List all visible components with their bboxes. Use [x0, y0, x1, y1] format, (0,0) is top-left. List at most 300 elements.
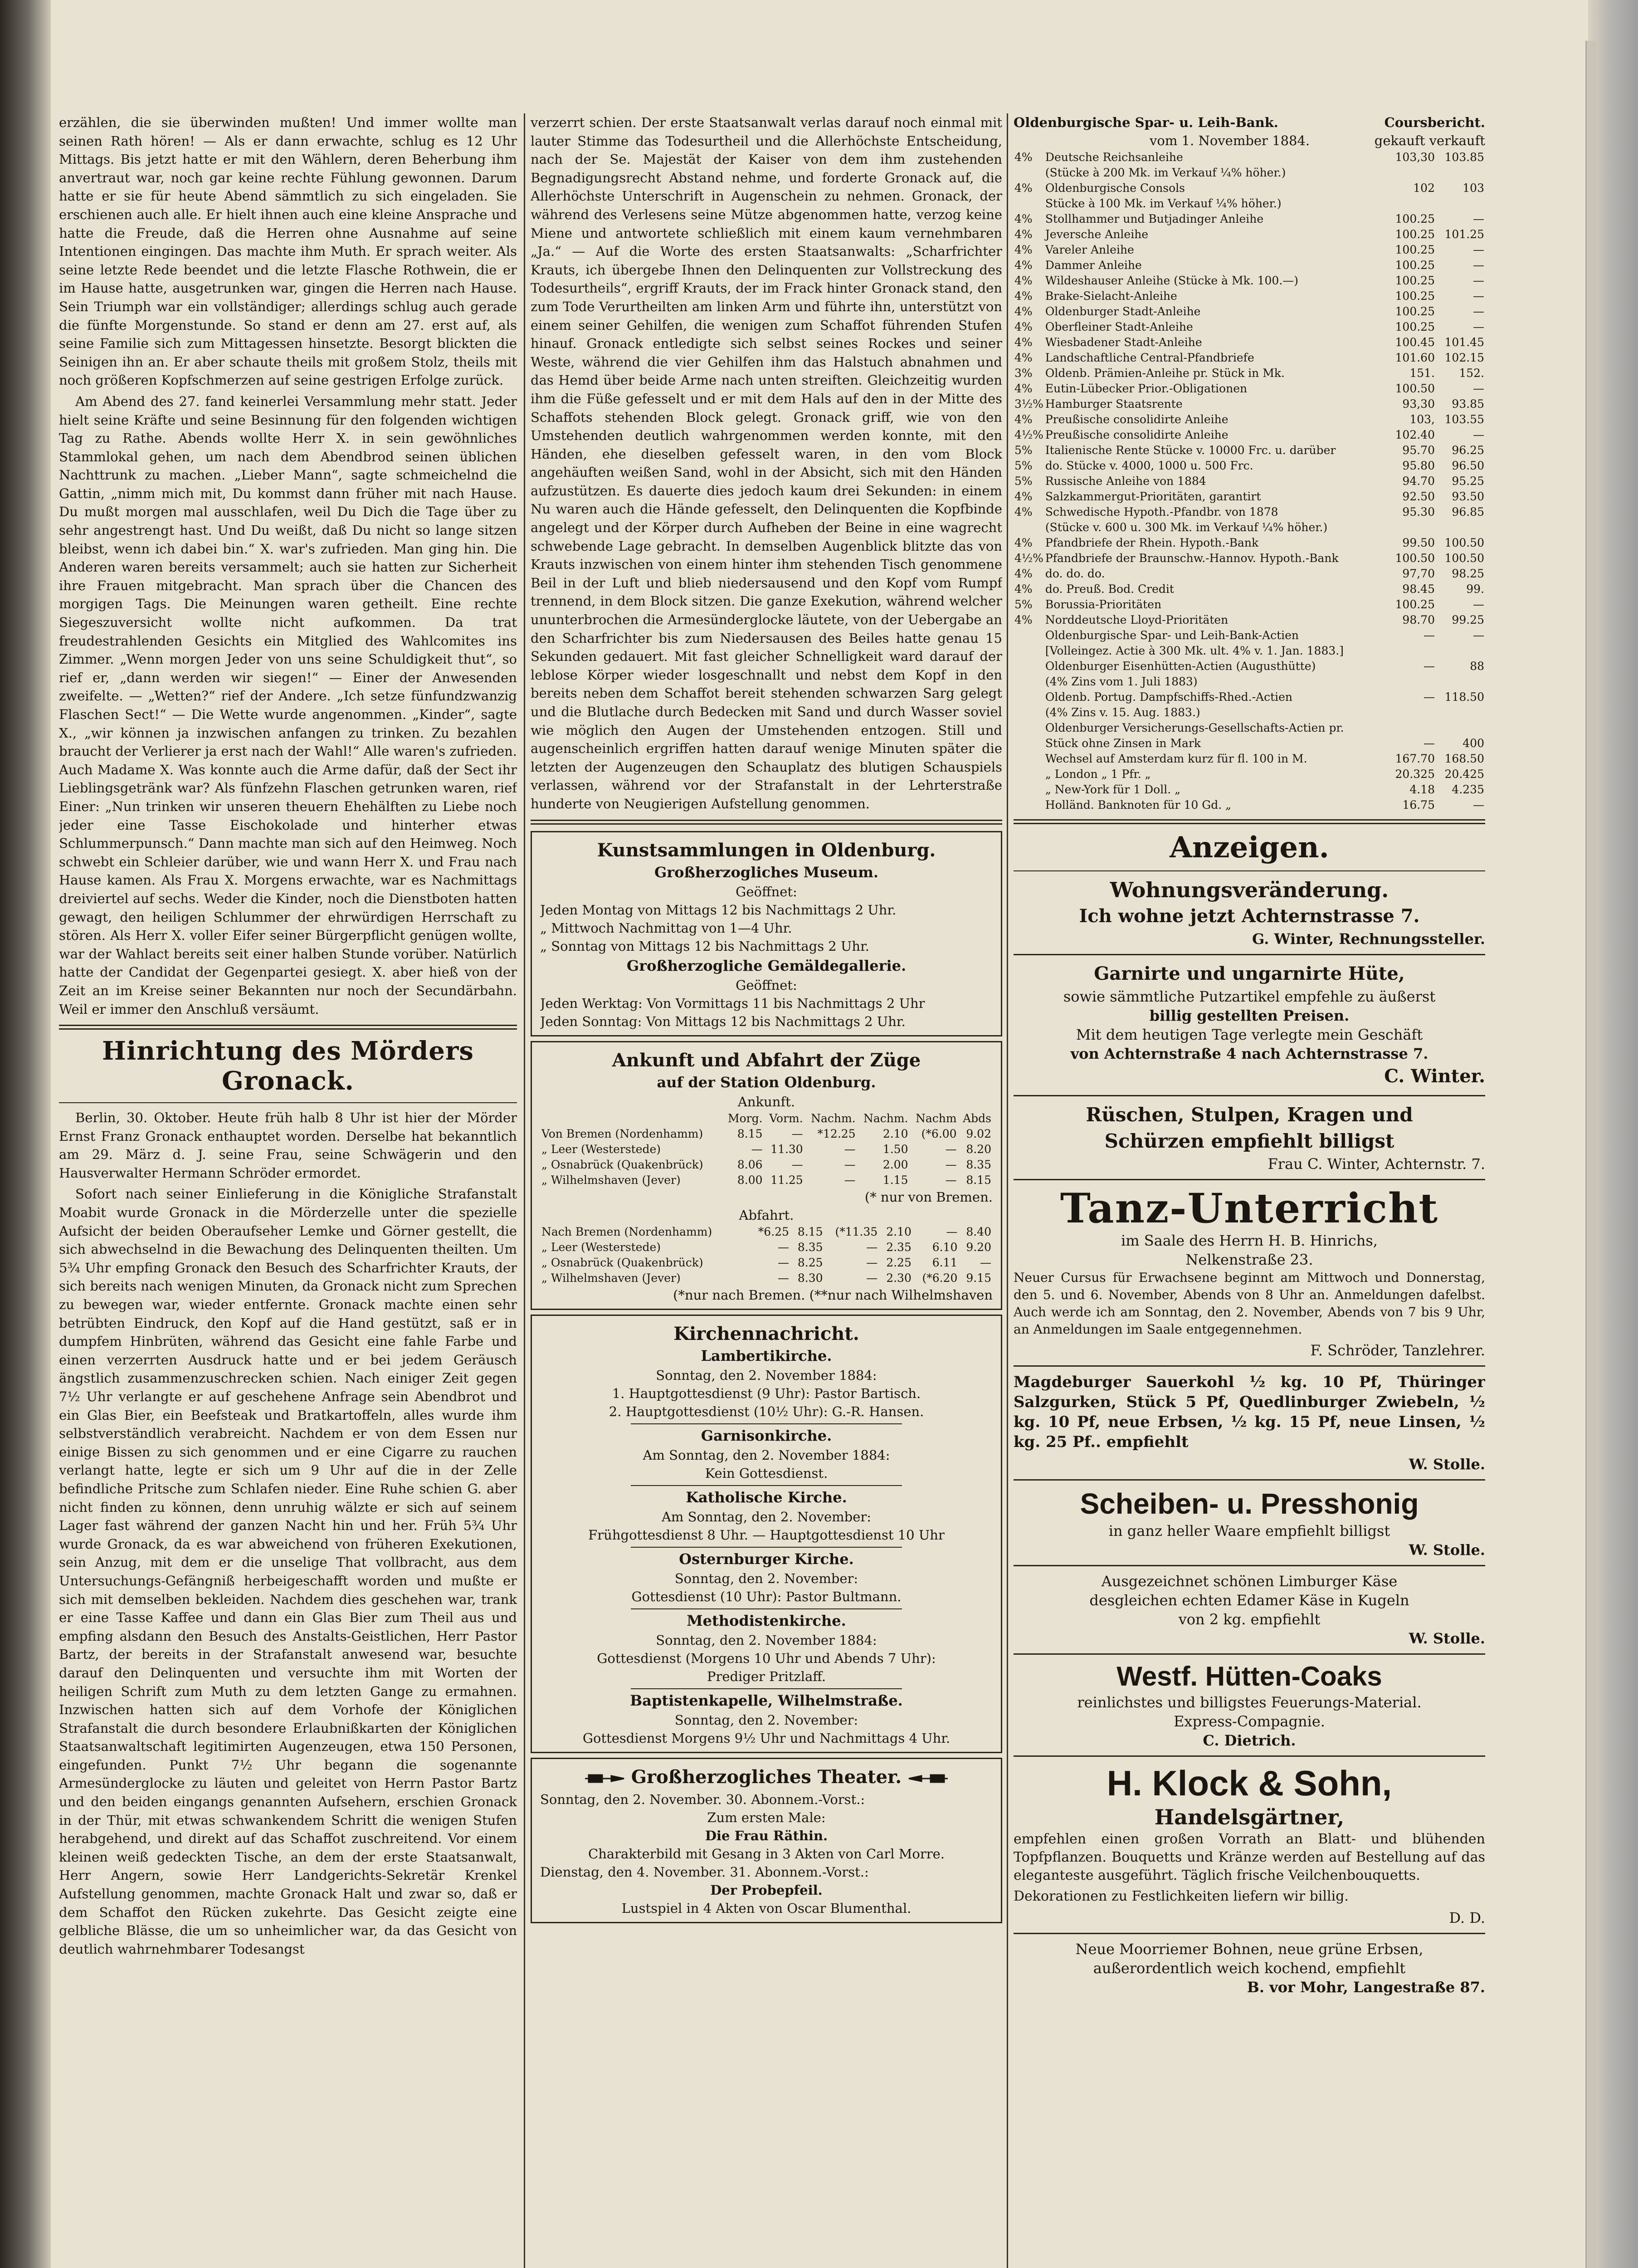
table-cell — [1386, 196, 1436, 211]
rueschen-line: Schürzen empfiehlt billigst — [1104, 1130, 1394, 1152]
table-row — [1014, 782, 1485, 797]
table-cell: (*6.00 — [921, 1127, 957, 1140]
table-cell: 6.10 — [932, 1240, 958, 1254]
zuege-box — [531, 1041, 1002, 1310]
table-cell: 8.15 — [737, 1127, 763, 1140]
table-cell: 4% — [1014, 274, 1033, 287]
table-cell: (*11.35 — [835, 1225, 878, 1238]
table-cell: do. do. do. — [1045, 567, 1105, 580]
bohnen-signature: B. vor Mohr, Langestraße 87. — [1247, 1979, 1485, 1996]
table-cell — [1436, 705, 1485, 720]
table-cell: 4% — [1014, 305, 1033, 318]
table-cell: Wechsel auf Amsterdam kurz für fl. 100 in M. — [1045, 752, 1307, 765]
article-paragraph: Berlin, 30. Oktober. Heute früh halb 8 Uhr ist hier der Mörder Ernst Franz Gronack enthauptet worden. Derselbe hat bekanntlich am 29. März d. J. seine Frau, seine Schwägerin und den Hausverwalter Hermann Schröder ermordet. — [59, 1110, 517, 1181]
tanz-title: Tanz-Unterricht — [1060, 1184, 1439, 1232]
church-name: Lambertikirche. — [701, 1347, 832, 1364]
table-row — [1014, 643, 1485, 659]
table-cell: — — [1473, 289, 1484, 303]
table-cell: 400 — [1462, 737, 1484, 750]
table-cell: 8.20 — [966, 1142, 991, 1156]
table-cell — [1386, 643, 1436, 659]
table-cell: Russische Anleihe von 1884 — [1045, 474, 1206, 488]
table-cell: 4% — [1014, 228, 1033, 241]
theater-play-title: Der Probepfeil. — [710, 1882, 823, 1898]
table-cell: — — [945, 1142, 957, 1156]
table-cell: Eutin-Lübecker Prior.-Obligationen — [1045, 382, 1248, 395]
coaks-signature: C. Dietrich. — [1203, 1732, 1296, 1749]
table-cell: *12.25 — [817, 1127, 856, 1140]
table-cell: *6.25 — [758, 1225, 789, 1238]
table-cell: 4% — [1014, 289, 1033, 303]
table-row — [1014, 566, 1485, 582]
church-service-line: Sonntag, den 2. November 1884: — [656, 1367, 877, 1383]
ad-rule — [1014, 1653, 1485, 1655]
ad-rule — [1014, 1933, 1485, 1934]
table-cell: 4½% — [1014, 428, 1043, 441]
table-row — [1014, 720, 1485, 736]
story-paragraph: Am Abend des 27. fand keinerlei Versammlung mehr statt. Jeder hielt seine Kräfte und seine Besinnung für den folgenden wichtigen Tag zu Rathe. Abends wollte Herr X. in sein gewöhnliches Stammlokal gehen, um nach dem Abendbrod seinen üblichen Nachttrunk zu machen. „Lieber Mann“, sagte schmeichelnd die Gattin, „nimm mich mit, Du kommst dann früher mit nach Hause. Du mußt morgen mal ausschlafen, weil Du Dich die Tage über zu sehr angestrengt hast. Und Du weißt, daß Du nicht so lange sitzen bleibst, wenn ich dabei bin.“ X. war's zufrieden. Man ging hin. Die Anderen waren bereits versammelt; auch sie hatten zur Sicherheit ihre Frauen mitgebracht. Man sprach über die Chancen des morgigen Tags. Die Meinungen waren getheilt. Eine rechte Siegeszuversicht wollte nicht aufkommen. Da trat freudestrahlenden Gesichts ein Mitglied des Wahlcomites ins Zimmer. „Wenn morgen Jeder von uns seine Schuldigkeit thut“, so rief er, „dann werden wir siegen!“ — Einer der Anwesenden zweifelte. — „Wetten?“ rief der Andere. „Ich setze fünfundzwanzig Flaschen Sect!“ — Die Wette wurde angenommen. „Kinder“, sagte X., „wir können ja inzwischen anfangen zu trinken. Zu bezahlen braucht der Verlierer ja erst nach der Wahl!“ Alle waren's zufrieden. Auch Madame X. Was konnte auch die Arme dafür, daß der Sect ihr Lieblingsgetränk war? Als fünfzehn Flaschen getrunken waren, rief Einer: „Nun trinken wir unseren theuern Ehehälften zu Liebe noch jeder eine Tasse Eischokolade und hinterher etwas Schlummerpunsch.“ Dann machte man sich auf den Heimweg. Noch schwebt ein Schleier darüber, wie und wann Herr X. und Frau nach Hause kamen. Als Frau X. Morgens erwachte, war es Nachmittags dreiviertel auf sechs. Weder die Kinder, noch die Dienstboten hatten gewagt, den heiligen Schlummer der ehrwürdigen Herrschaft zu stören. Als Herr X. voller Eifer seiner Bürgerpflicht genügen wollte, war der Wahlact bereits seit einer halben Stunde vorüber. Natürlich hatte der Candidat der Gegenpartei gesiegt. X. aber hieß von der Zeit an im Kreise seiner Bekannten nur noch der Secundärbahn. Weil er immer den Anschluß versäumt. — [59, 393, 517, 1017]
church-service-line: Am Sonntag, den 2. November 1884: — [643, 1447, 890, 1463]
table-cell: — — [945, 1173, 957, 1187]
table-cell: 118.50 — [1444, 690, 1484, 704]
table-cell: 93,30 — [1402, 397, 1435, 411]
church-service-line: Sonntag, den 2. November 1884: — [656, 1632, 877, 1648]
church-name: Katholische Kirche. — [686, 1488, 847, 1506]
table-row — [1014, 396, 1485, 412]
table-cell: — — [866, 1271, 878, 1285]
table-cell: 8.35 — [797, 1240, 823, 1254]
table-cell: [Volleingez. Actie à 300 Mk. ult. 4% v. 1. Jan. 1883.] — [1045, 644, 1344, 657]
table-cell: Schwedische Hypoth.-Pfandbr. von 1878 — [1045, 505, 1278, 518]
huete-line: Mit dem heutigen Tage verlegte mein Geschäft — [1076, 1026, 1423, 1043]
abfahrt-rows — [540, 1224, 993, 1286]
tanz-signature: F. Schröder, Tanzlehrer. — [1310, 1342, 1485, 1359]
table-cell: 11.30 — [770, 1142, 803, 1156]
table-cell — [1386, 720, 1436, 736]
ad-klock — [1014, 1762, 1485, 1927]
table-cell: 101.60 — [1395, 351, 1435, 364]
table-cell: Oldenb. Portug. Dampfschiffs-Rhed.-Actien — [1045, 690, 1293, 704]
table-row — [1014, 474, 1485, 489]
table-cell — [1436, 520, 1485, 535]
kurs-head-buy: gekauft — [1374, 133, 1425, 148]
table-cell: 100.25 — [1395, 305, 1435, 318]
table-cell: 100.25 — [1395, 598, 1435, 611]
title-rule — [59, 1102, 517, 1103]
table-cell: 8.25 — [797, 1256, 823, 1269]
table-cell: 9.15 — [966, 1271, 991, 1285]
table-row — [1014, 751, 1485, 767]
table-row — [540, 1240, 993, 1255]
table-cell: — — [980, 1256, 991, 1269]
table-cell: Pfandbriefe der Rhein. Hypoth.-Bank — [1045, 536, 1259, 549]
table-cell: — — [1473, 382, 1484, 395]
church-service-line: Gottesdienst Morgens 9½ Uhr und Nachmittags 4 Uhr. — [582, 1730, 951, 1746]
pointing-hand-icon — [908, 1772, 949, 1785]
church-name: Garnisonkirche. — [701, 1427, 832, 1444]
kaese-line: Ausgezeichnet schönen Limburger Käse — [1101, 1573, 1398, 1590]
kohl-signature: W. Stolle. — [1409, 1456, 1485, 1473]
table-cell: Wildeshauser Anleihe (Stücke à Mk. 100.—) — [1045, 274, 1299, 287]
table-row — [540, 1142, 993, 1157]
table-cell: — — [791, 1127, 803, 1140]
table-cell: 3½% — [1014, 397, 1043, 411]
church-divider — [631, 1485, 902, 1486]
table-cell: 4% — [1014, 181, 1033, 195]
table-cell: Salzkammergut-Prioritäten, garantirt — [1045, 490, 1261, 503]
table-row — [1014, 381, 1485, 396]
table-cell: 103,30 — [1395, 151, 1435, 164]
column-right — [1014, 113, 1485, 2268]
table-cell: 93.50 — [1452, 490, 1484, 503]
table-cell — [1014, 520, 1044, 535]
table-row — [1014, 288, 1485, 304]
table-cell — [1436, 643, 1485, 659]
table-row — [1014, 350, 1485, 366]
table-cell: 95.30 — [1402, 505, 1435, 518]
ad-bohnen — [1014, 1940, 1485, 1997]
kirchen-list — [540, 1347, 993, 1747]
table-cell: — — [777, 1256, 789, 1269]
table-cell: Oldenburgische Spar- und Leih-Bank-Actien — [1045, 629, 1299, 642]
ankunft-table — [540, 1111, 993, 1188]
kurs-col-heads — [1375, 132, 1485, 150]
table-cell: 16.75 — [1402, 798, 1435, 811]
church-service-line: Gottesdienst (Morgens 10 Uhr und Abends 7 Uhr): — [597, 1650, 936, 1666]
table-cell: 5% — [1014, 459, 1033, 472]
table-cell: 94.70 — [1402, 474, 1435, 488]
table-cell — [1386, 520, 1436, 535]
table-cell: 168.50 — [1444, 752, 1484, 765]
table-row — [1014, 458, 1485, 474]
theater-title-text: Großherzogliches Theater. — [631, 1766, 902, 1788]
table-cell: — — [844, 1158, 856, 1171]
galerie-title: Großherzogliche Gemäldegallerie. — [626, 957, 907, 974]
galerie-open-label: Geöffnet: — [736, 977, 797, 993]
church-divider — [631, 1423, 902, 1424]
table-cell: Borussia-Prioritäten — [1045, 598, 1162, 611]
table-row — [1014, 489, 1485, 504]
table-cell: 11.25 — [770, 1173, 803, 1187]
table-cell: Preußische consolidirte Anleihe — [1045, 413, 1228, 426]
table-cell: — — [1424, 690, 1435, 704]
ad-rule — [1014, 1479, 1485, 1481]
page-edge — [1585, 41, 1597, 2268]
church-service-line: Sonntag, den 2. November: — [674, 1712, 858, 1728]
table-cell: — — [946, 1225, 958, 1238]
table-cell: — — [1473, 320, 1484, 333]
abfahrt-table — [540, 1224, 993, 1286]
church-name: Osternburger Kirche. — [679, 1550, 854, 1568]
theater-play-title: Die Frau Räthin. — [705, 1828, 828, 1843]
table-cell: 102 — [1413, 181, 1435, 195]
table-cell: 100.50 — [1444, 536, 1484, 549]
table-cell: 100.50 — [1395, 382, 1435, 395]
table-cell: 100.50 — [1395, 552, 1435, 565]
table-cell: 100.25 — [1395, 259, 1435, 272]
theater-box — [531, 1758, 1002, 1923]
table-cell: Landschaftliche Central-Pfandbriefe — [1045, 351, 1254, 364]
table-cell: 8.40 — [966, 1225, 991, 1238]
theater-line: Sonntag, den 2. November. 30. Abonnem.-Vorst.: — [540, 1791, 865, 1807]
table-cell: (Stücke à 200 Mk. im Verkauf ¼% höher.) — [1045, 166, 1286, 179]
table-cell: 5% — [1014, 474, 1033, 488]
table-cell: — — [1473, 428, 1484, 441]
table-row — [1014, 427, 1485, 443]
honig-title: Scheiben- u. Presshonig — [1080, 1487, 1419, 1520]
table-cell: Stücke à 100 Mk. im Verkauf ¼% höher.) — [1045, 197, 1282, 210]
table-cell: 20.425 — [1444, 767, 1484, 781]
table-row — [1014, 535, 1485, 551]
table-row — [1014, 705, 1485, 720]
table-cell — [1014, 196, 1044, 211]
section-divider — [531, 820, 1002, 825]
table-cell: 102.15 — [1444, 351, 1484, 364]
theater-line: Lustspiel in 4 Akten von Oscar Blumenthal. — [621, 1900, 912, 1916]
pointing-hand-icon — [584, 1772, 625, 1785]
table-cell — [1014, 165, 1044, 181]
table-header — [540, 1111, 722, 1126]
tanz-line: Nelkenstraße 23. — [1185, 1251, 1313, 1268]
table-cell: (Stücke v. 600 u. 300 Mk. im Verkauf ¼% höher.) — [1045, 521, 1328, 534]
table-cell — [1014, 689, 1044, 705]
table-row — [1014, 551, 1485, 566]
table-cell: Stück ohne Zinsen in Mark — [1045, 737, 1201, 750]
table-cell: Vareler Anleihe — [1045, 243, 1134, 256]
ad-rule — [1014, 1365, 1485, 1367]
huete-line: billig gestellten Preisen. — [1149, 1007, 1350, 1024]
table-cell — [1014, 751, 1044, 767]
table-cell: — — [1473, 629, 1484, 642]
table-cell: 4% — [1014, 151, 1033, 164]
ad-rule — [1014, 1095, 1485, 1096]
abfahrt-note: (*nur nach Bremen. (**nur nach Wilhelmshaven — [673, 1287, 993, 1303]
table-cell: 100.25 — [1395, 320, 1435, 333]
table-cell: 4% — [1014, 320, 1033, 333]
table-cell: 88 — [1470, 660, 1484, 673]
table-cell: — — [1473, 274, 1484, 287]
coaks-title: Westf. Hütten-Coaks — [1116, 1661, 1382, 1691]
table-cell: do. Stücke v. 4000, 1000 u. 500 Frc. — [1045, 459, 1253, 472]
table-cell: 4% — [1014, 243, 1033, 256]
table-cell: Holländ. Banknoten für 10 Gd. „ — [1045, 798, 1232, 811]
ad-rule — [1014, 870, 1485, 871]
table-cell: Hamburger Staatsrente — [1045, 397, 1183, 411]
table-row — [1014, 612, 1485, 628]
table-cell: 5% — [1014, 444, 1033, 457]
bohnen-line: Neue Moorriemer Bohnen, neue grüne Erbsen, — [1075, 1941, 1424, 1958]
table-cell: Von Bremen (Nordenhamm) — [541, 1127, 703, 1140]
table-cell: Dammer Anleihe — [1045, 259, 1142, 272]
table-cell: „ Osnabrück (Quakenbrück) — [541, 1158, 703, 1171]
table-cell: 3% — [1014, 367, 1033, 380]
huete-line: von Achternstraße 4 nach Achternstrasse 7. — [1070, 1045, 1428, 1062]
table-cell: — — [1473, 598, 1484, 611]
church-service-line: 1. Hauptgottesdienst (9 Uhr): Pastor Bartisch. — [612, 1385, 921, 1401]
honig-line: in ganz heller Waare empfiehlt billigst — [1108, 1522, 1390, 1540]
table-cell — [1014, 674, 1044, 689]
table-row — [1014, 412, 1485, 427]
table-cell: „ London „ 1 Pfr. „ — [1045, 767, 1151, 781]
table-row — [1014, 366, 1485, 381]
table-cell: 4% — [1014, 505, 1033, 518]
table-cell — [1436, 165, 1485, 181]
table-row — [1014, 689, 1485, 705]
table-cell: 100.45 — [1395, 336, 1435, 349]
ad-wohnung — [1014, 877, 1485, 948]
table-cell: 99.25 — [1452, 613, 1484, 626]
table-row — [1014, 736, 1485, 751]
column-left — [59, 113, 517, 2268]
church-service-line: 2. Hauptgottesdienst (10½ Uhr): G.-R. Hansen. — [609, 1403, 924, 1419]
ad-huete — [1014, 961, 1485, 1090]
kurs-subheader — [1014, 132, 1485, 150]
table-header: Nachm — [915, 1111, 957, 1125]
church-service-line: Prediger Pritzlaff. — [707, 1668, 826, 1684]
table-cell: 96.85 — [1452, 505, 1484, 518]
coaks-line: Express-Compagnie. — [1174, 1713, 1325, 1730]
table-cell: 93.85 — [1452, 397, 1484, 411]
table-cell: — — [1473, 212, 1484, 225]
klock-title: H. Klock & Sohn, — [1107, 1763, 1392, 1803]
table-cell — [1386, 674, 1436, 689]
church-service-line: Kein Gottesdienst. — [705, 1465, 828, 1481]
coaks-line: reinlichstes und billigstes Feuerungs-Material. — [1077, 1694, 1422, 1711]
column-rule — [1007, 113, 1008, 2268]
table-cell: 2.00 — [882, 1158, 908, 1171]
table-cell: 2.10 — [886, 1225, 912, 1238]
table-cell: Preußische consolidirte Anleihe — [1045, 428, 1228, 441]
table-cell: 4% — [1014, 382, 1033, 395]
table-cell: 4% — [1014, 351, 1033, 364]
zuege-subtitle: auf der Station Oldenburg. — [657, 1073, 876, 1091]
ad-honig — [1014, 1486, 1485, 1559]
galerie-hours: Jeden Werktag: Von Vormittags 11 bis Nachmittags 2 Uhr — [540, 995, 925, 1011]
table-cell: 96.50 — [1452, 459, 1484, 472]
table-cell: — — [751, 1142, 763, 1156]
table-cell: 1.15 — [882, 1173, 908, 1187]
table-cell — [1014, 797, 1044, 813]
table-cell: Oberfleiner Stadt-Anleihe — [1045, 320, 1193, 333]
table-cell: 5% — [1014, 598, 1033, 611]
church-divider — [631, 1547, 902, 1548]
table-cell: (4% Zins vom 1. Juli 1883) — [1045, 675, 1198, 688]
article-continuation: verzerrt schien. Der erste Staatsanwalt verlas darauf noch einmal mit lauter Stimme das Todesurtheil und die Allerhöchste Entscheidung, nach der Se. Majestät der Kaiser von dem ihm zustehenden Begnadigungsrecht Abstand nehme, und forderte Gronack auf, die Allerhöchste Unterschrift in Augenschein zu nehmen. Gronack, der während des Verlesens seine Mütze abgenommen hatte, verzog keine Miene und antwortete schließlich mit einem kaum vernehmbaren „Ja.“ — Auf die Worte des ersten Staatsanwalts: „Scharfrichter Krauts, ich übergebe Ihnen den Delinquenten zur Vollstreckung des Todesurtheils“, ergriff Krauts, der im Frack hinter Gronack stand, den zum Tode Verurtheilten am linken Arm und führte ihn, unterstützt von einem seiner Gehilfen, die wenigen zum Schaffot führenden Stufen hinauf. Gronack entledigte sich selbst seines Rockes und seiner Weste, während die vier Gehilfen ihm das Halstuch abnahmen und das Hemd über beide Arme nach unten streiften. Gleichzeitig wurden ihm die Füße gefesselt und er mit dem Hals auf den in der Mitte des Schaffots stehenden Block gelegt. Gronack griff, wie von den Umstehenden deutlich wahrgenommen werden konnte, mit den Händen, ehe dieselben gefesselt waren, in den vom Block angehäuften weißen Sand, wohl in der Absicht, sich mit den Händen aufzustützen. Es dauerte dies jedoch kaum drei Sekunden: in einem Nu waren auch die Hände gefesselt, den Delinquenten die Kopfbinde angelegt und der Körper durch Aufheben der Beine in eine wagrecht schwebende Lage gebracht. In demselben Augenblick blitzte das von Krauts inzwischen von einem hinter ihm stehenden Tisch genommene Beil in der Luft und blieb niedersausend und den Kopf vom Rumpf trennend, in dem Block sitzen. Die ganze Exekution, während welcher ununterbrochen die Armesünderglocke läutete, von der Uebergabe an den Scharfrichter bis zum Niedersausen des Beiles hatte genau 15 Sekunden gedauert. Mit fast gleicher Schnelligkeit ward darauf der leblose Körper wieder losgeschnallt und nebst dem Kopf in den bereits neben dem Schaffot bereit stehenden schwarzen Sarg gelegt und die Blutlache durch Bedecken mit Sand und durch Wasser soviel wie möglich den Augen der Umstehenden entzogen. Still und augenscheinlich ergriffen hatten darauf wenige Minuten später die letzten der Augenzeugen den Schauplatz des blutigen Schauspiels verlassen, während vor der Strafanstalt in der Lehrterstraße hunderte von Neugierigen Aufstellung genommen. — [531, 115, 1002, 811]
kaese-line: desgleichen echten Edamer Käse in Kugeln — [1089, 1592, 1409, 1609]
table-cell: — — [866, 1240, 878, 1254]
table-cell: — — [866, 1256, 878, 1269]
story-paragraph: erzählen, die sie überwinden mußten! Und immer wollte man seinen Rath hören! — Als er dann erwachte, schlug es 12 Uhr Mittags. Bis jetzt hatte er mit den Wählern, deren Beherbung ihm anvertraut war, noch gar keine rechte Fühlung gewonnen. Darum hatte er sie für heute Abend sämmtlich zu sich eingeladen. Sie erschienen auch alle. Er hielt ihnen auch eine kleine Ansprache und hatte die Freude, daß die Herren ohne Ausnahme auf seine Intentionen eingingen. Das machte ihm Muth. Er sprach weiter. Als seine letzte Rede beendet und die letzte Flasche Rothwein, die er im Hause hatte, ausgetrunken war, gingen die Herren nach Hause. Sein Triumph war ein vollständiger; allerdings schlug auch gerade die fünfte Morgenstunde. So stand er denn am 27. erst auf, als seine Familie sich zum Mittagessen hinsetzte. Besorgt blickten die Seinigen ihn an. Er aber schaute theils mit großem Stolz, theils mit noch größeren Kopfschmerzen auf seine gestrigen Erfolge zurück. — [59, 115, 517, 388]
tanz-line: im Saale des Herrn H. B. Hinrichs, — [1121, 1232, 1378, 1249]
table-cell: — — [1473, 305, 1484, 318]
table-row — [540, 1255, 993, 1271]
church-service-line: Sonntag, den 2. November: — [674, 1570, 858, 1586]
table-cell — [1014, 782, 1044, 797]
table-cell: 8.15 — [797, 1225, 823, 1238]
table-cell: 4% — [1014, 490, 1033, 503]
huete-line: sowie sämmtliche Putzartikel empfehle zu äußerst — [1063, 988, 1436, 1005]
table-cell: 4% — [1014, 582, 1033, 596]
table-cell: 100.25 — [1395, 289, 1435, 303]
table-row — [1014, 319, 1485, 335]
table-cell: — — [945, 1158, 957, 1171]
table-row — [1014, 150, 1485, 165]
table-cell: 4% — [1014, 336, 1033, 349]
table-cell: „ Wilhelmshaven (Jever) — [541, 1173, 681, 1187]
table-cell — [1436, 720, 1485, 736]
kurs-table — [1014, 150, 1485, 813]
table-cell: 100.25 — [1395, 228, 1435, 241]
table-cell: 103.85 — [1444, 151, 1484, 164]
church-service-line: Am Sonntag, den 2. November: — [661, 1509, 872, 1525]
section-divider — [1014, 819, 1485, 824]
table-cell: Nach Bremen (Nordenhamm) — [541, 1225, 712, 1238]
table-cell: 98.25 — [1452, 567, 1484, 580]
table-row — [1014, 211, 1485, 227]
table-cell — [1436, 674, 1485, 689]
table-cell: 2.35 — [886, 1240, 912, 1254]
table-cell: 2.30 — [886, 1271, 912, 1285]
table-cell: — — [1473, 798, 1484, 811]
huete-signature: C. Winter. — [1384, 1066, 1485, 1087]
kunst-title: Kunstsammlungen in Oldenburg. — [597, 839, 936, 861]
table-cell: 8.06 — [737, 1158, 763, 1171]
kurs-rows — [1014, 150, 1485, 813]
table-cell: 9.02 — [966, 1127, 991, 1140]
table-row — [1014, 335, 1485, 350]
table-row — [1014, 181, 1485, 196]
table-cell: 8.30 — [797, 1271, 823, 1285]
table-row — [1014, 165, 1485, 181]
ad-kaese — [1014, 1572, 1485, 1648]
theater-line: Dienstag, den 4. November. 31. Abonnem.-Vorst.: — [540, 1864, 869, 1880]
table-cell — [1386, 165, 1436, 181]
table-cell: (4% Zins v. 15. Aug. 1883.) — [1045, 706, 1200, 719]
church-name: Baptistenkapelle, Wilhelmstraße. — [630, 1691, 903, 1709]
table-cell: 99.50 — [1402, 536, 1435, 549]
table-cell: 4½% — [1014, 552, 1043, 565]
table-cell: 95.70 — [1402, 444, 1435, 457]
church-name: Methodistenkirche. — [687, 1612, 846, 1629]
table-row — [540, 1157, 993, 1173]
table-header: Nachm. — [863, 1111, 908, 1125]
table-cell: — — [844, 1142, 856, 1156]
table-row — [540, 1271, 993, 1286]
ad-tanz — [1014, 1186, 1485, 1360]
ad-rule — [1014, 1179, 1485, 1180]
church-service-line: Gottesdienst (10 Uhr): Pastor Bultmann. — [631, 1589, 902, 1604]
kurs-head-sell: verkauft — [1429, 133, 1485, 148]
table-cell: — — [777, 1271, 789, 1285]
klock-signature: D. D. — [1449, 1909, 1485, 1926]
kurs-date: vom 1. November 1884. — [1150, 133, 1310, 148]
article-title: Hinrichtung des Mörders Gronack. — [102, 1036, 474, 1096]
table-row — [1014, 304, 1485, 319]
table-cell: „ New-York für 1 Doll. „ — [1045, 783, 1181, 796]
table-cell — [1014, 643, 1044, 659]
table-cell: 20.325 — [1395, 767, 1435, 781]
binding-shadow — [0, 0, 51, 2268]
kohl-body: Magdeburger Sauerkohl ½ kg. 10 Pf, Thüringer Salzgurken, Stück 5 Pf, Quedlinburger Zwiebeln, ½ kg. 10 Pf, neue Erbsen, ½ kg. 15 Pf, neue Linsen, ½ kg. 25 Pf.. empfiehlt — [1014, 1373, 1485, 1451]
table-cell: Oldenburger Stadt-Anleihe — [1045, 305, 1201, 318]
table-header-row — [540, 1111, 993, 1126]
zuege-title: Ankunft und Abfahrt der Züge — [612, 1049, 921, 1071]
table-cell: — — [1424, 629, 1435, 642]
table-cell: 4% — [1014, 613, 1033, 626]
table-header: Abds — [963, 1111, 991, 1125]
ad-kohl — [1014, 1372, 1485, 1474]
table-row — [1014, 659, 1485, 674]
